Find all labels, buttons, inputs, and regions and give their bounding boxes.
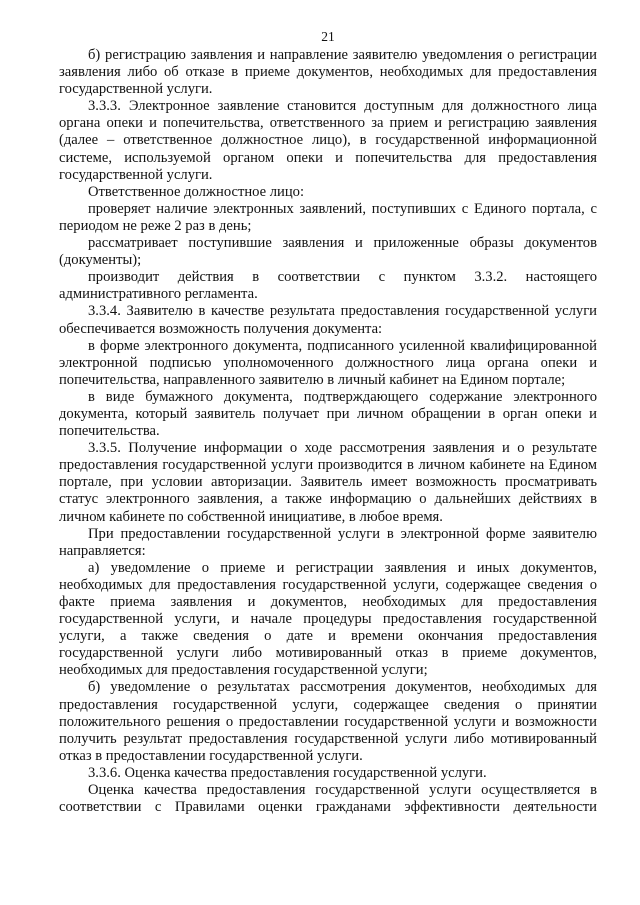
paragraph-notice-a: а) уведомление о приеме и регистрации заявления и иных документов, необходимых для предоставления государственной услуги, содержащее сведения о факте приема заявления и документов, необходимых для предоставления государственной услуги, и начале процедуры предоставления государственной услуги, а также сведения о дате и времени окончания предоставления государственной услуги либо мотивированный отказ в приеме документов, необходимых для предоставления государственной услуги; [59, 559, 597, 679]
paragraph-responsible-official: Ответственное должностное лицо: [88, 183, 304, 200]
paragraph-electronic-form-notices: При предоставлении государственной услуги в электронной форме заявителю направляется: [59, 525, 597, 559]
paragraph-performs-actions: производит действия в соответствии с пунктом 3.3.2. настоящего административного регламента. [59, 269, 597, 303]
paragraph-quality-assessment: Оценка качества предоставления государственной услуги осуществляется в соответствии с Правилами оценки гражданами эффективности деятельности [59, 782, 597, 816]
document-page [59, 28, 597, 816]
paragraph-reviews-applications: рассматривает поступившие заявления и приложенные образы документов (документы); [59, 235, 597, 269]
paragraph-3-3-4: 3.3.4. Заявителю в качестве результата предоставления государственной услуги обеспечивается возможность получения документа: [59, 303, 597, 337]
paragraph-electronic-document: в форме электронного документа, подписанного усиленной квалифицированной электронной подписью уполномоченного должностного лица органа опеки и попечительства, направленного заявителю в личный кабинет на Едином портале; [59, 337, 597, 388]
page-number: 21 [321, 29, 335, 44]
paragraph-notice-b: б) уведомление о результатах рассмотрения документов, необходимых для предоставления государственной услуги, содержащее сведения о принятии положительного решения о предоставлении государственной услуги и возможности получить результат предоставления государственной услуги либо мотивированный отказ в предоставлении государственной услуги. [59, 679, 597, 764]
paragraph-paper-document: в виде бумажного документа, подтверждающего содержание электронного документа, который заявитель получает при личном обращении в орган опеки и попечительства. [59, 388, 597, 440]
paragraph-registration-notice: б) регистрацию заявления и направление заявителю уведомления о регистрации заявления либо об отказе в приеме документов, необходимых для предоставления государственной услуги. [59, 47, 597, 98]
paragraph-3-3-6: 3.3.6. Оценка качества предоставления государственной услуги. [88, 764, 487, 781]
paragraph-checks-applications: проверяет наличие электронных заявлений, поступивших с Единого портала, с периодом не реже 2 раз в день; [59, 200, 597, 234]
paragraph-3-3-3: 3.3.3. Электронное заявление становится доступным для должностного лица органа опеки и попечительства, ответственного за прием и регистрацию заявления (далее – ответственное должностное лицо), в государственной информационной системе, используемой органом опеки и попечительства для предоставления государственной услуги. [59, 98, 597, 183]
paragraph-3-3-5: 3.3.5. Получение информации о ходе рассмотрения заявления и о результате предоставления государственной услуги производится в личном кабинете на Едином портале, при условии авторизации. Заявитель имеет возможность просматривать статус электронного заявления, а также информацию о дальнейших действиях в личном кабинете по собственной инициативе, в любое время. [59, 440, 597, 525]
